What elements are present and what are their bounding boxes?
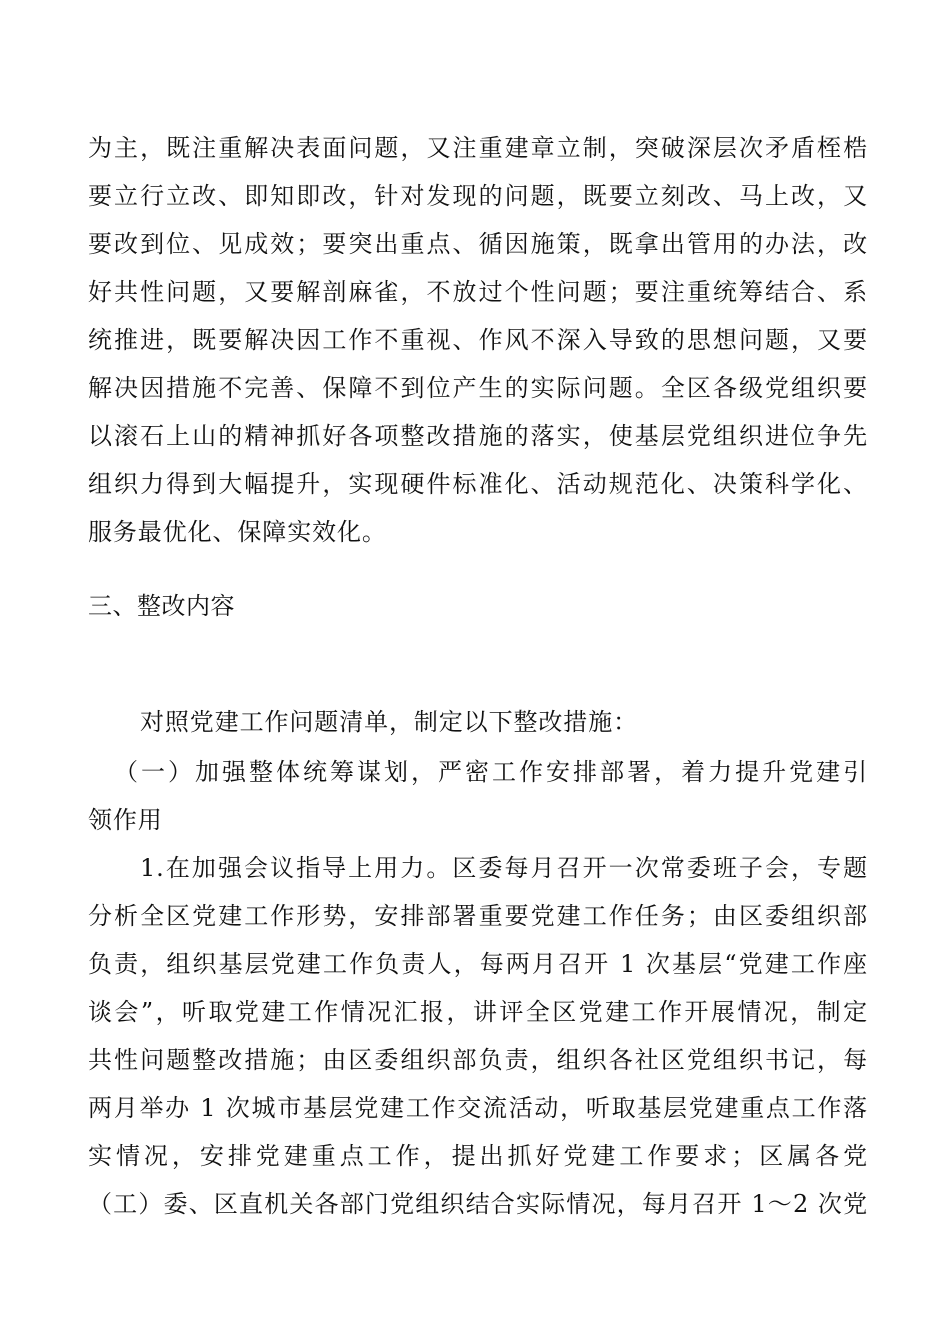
item-line: 分析全区党建工作形势，安排部署重要党建工作任务；由区委组织部 [88,902,868,930]
item-line: 1.在加强会议指导上用力。区委每月召开一次常委班子会，专题 [140,854,868,882]
paragraph-line: 要立行立改、即知即改，针对发现的问题，既要立刻改、马上改，又 [88,182,868,210]
paragraph-line: 为主，既注重解决表面问题，又注重建章立制，突破深层次矛盾桎梏 [88,134,868,162]
paragraph-line: 组织力得到大幅提升，实现硬件标准化、活动规范化、决策科学化、 [88,470,868,498]
item-line: 实情况，安排党建重点工作，提出抓好党建工作要求；区属各党 [88,1142,868,1170]
item-line: （工）委、区直机关各部门党组织结合实际情况，每月召开 1～2 次党 [88,1190,868,1218]
sub-heading-line: （一）加强整体统筹谋划，严密工作安排部署，着力提升党建引 [114,758,868,786]
section-heading: 三、整改内容 [88,592,235,620]
intro-line: 对照党建工作问题清单，制定以下整改措施： [140,708,638,736]
paragraph-line: 服务最优化、保障实效化。 [88,518,387,546]
item-line: 负责，组织基层党建工作负责人，每两月召开 1 次基层“党建工作座 [88,950,868,978]
paragraph-line: 以滚石上山的精神抓好各项整改措施的落实，使基层党组织进位争先 [88,422,868,450]
item-line: 共性问题整改措施；由区委组织部负责，组织各社区党组织书记，每 [88,1046,868,1074]
paragraph-line: 解决因措施不完善、保障不到位产生的实际问题。全区各级党组织要 [88,374,868,402]
paragraph-line: 统推进，既要解决因工作不重视、作风不深入导致的思想问题，又要 [88,326,868,354]
paragraph-line: 好共性问题，又要解剖麻雀，不放过个性问题；要注重统筹结合、系 [88,278,868,306]
item-line: 两月举办 1 次城市基层党建工作交流活动，听取基层党建重点工作落 [88,1094,868,1122]
paragraph-line: 要改到位、见成效；要突出重点、循因施策，既拿出管用的办法，改 [88,230,868,258]
sub-heading-line: 领作用 [88,806,163,834]
item-line: 谈会”，听取党建工作情况汇报，讲评全区党建工作开展情况，制定 [88,998,868,1026]
